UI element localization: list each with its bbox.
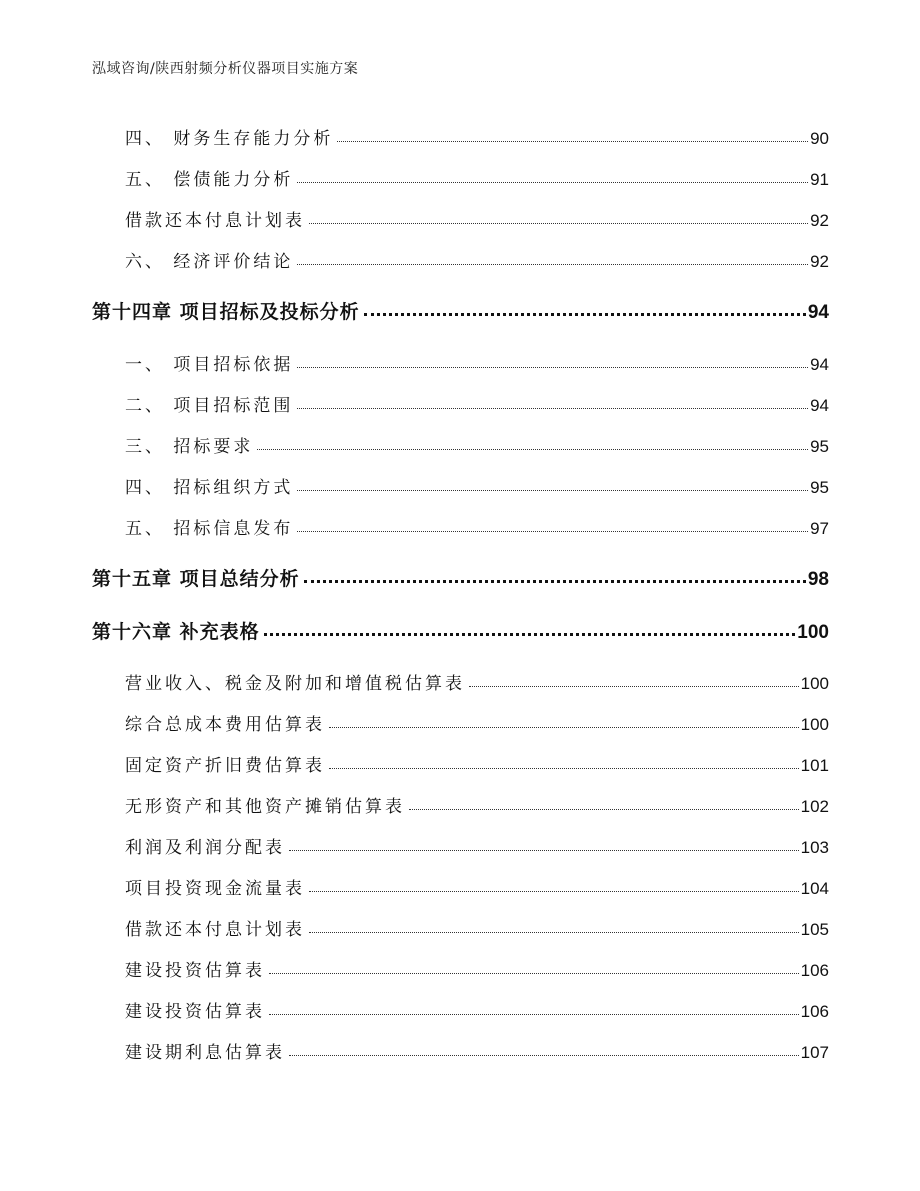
toc-entry-page-number: 98 <box>807 569 829 590</box>
toc-entry-label: 利润及利润分配表 <box>125 838 285 858</box>
toc-entry-label: 借款还本付息计划表 <box>125 920 305 940</box>
toc-entry-label: 二、 项目招标范围 <box>125 396 294 416</box>
toc-entry-page-number: 100 <box>800 715 829 734</box>
toc-entry-page-number: 92 <box>810 211 829 230</box>
toc-entry-label: 建设期利息估算表 <box>125 1043 285 1063</box>
toc-entry-page-number: 101 <box>800 756 829 775</box>
toc-entry[interactable] <box>0 710 920 735</box>
toc-entry-page-number: 95 <box>810 478 829 497</box>
toc-entry-page-number: 94 <box>810 355 829 374</box>
dot-leader <box>364 299 806 318</box>
toc-entry-label: 借款还本付息计划表 <box>125 211 305 231</box>
toc-entry-label: 三、 招标要求 <box>125 437 254 457</box>
toc-entry-page-number: 102 <box>800 797 829 816</box>
toc-chapter-entry[interactable] <box>0 564 920 591</box>
toc-entry[interactable] <box>0 751 920 776</box>
toc-entry-label: 营业收入、税金及附加和增值税估算表 <box>125 674 465 694</box>
toc-entry[interactable] <box>0 473 920 498</box>
toc-entry-label: 四、 财务生存能力分析 <box>125 129 334 149</box>
toc-entry-label: 综合总成本费用估算表 <box>125 715 325 735</box>
toc-entry-page-number: 94 <box>807 302 829 323</box>
toc-entry[interactable] <box>0 1038 920 1063</box>
toc-entry-page-number: 94 <box>810 396 829 415</box>
toc-entry[interactable] <box>0 514 920 539</box>
dot-leader <box>309 877 799 894</box>
toc-entry-label: 四、 招标组织方式 <box>125 478 294 498</box>
toc-entry-label: 无形资产和其他资产摊销估算表 <box>125 797 405 817</box>
toc-entry[interactable] <box>0 669 920 694</box>
toc-entry-label: 第十五章 项目总结分析 <box>92 568 300 590</box>
toc-entry-label: 固定资产折旧费估算表 <box>125 756 325 776</box>
dot-leader <box>297 353 808 370</box>
toc-entry-page-number: 105 <box>800 920 829 939</box>
toc-chapter-entry[interactable] <box>0 297 920 324</box>
toc-entry[interactable] <box>0 350 920 375</box>
toc-entry[interactable] <box>0 206 920 231</box>
dot-leader <box>297 394 808 411</box>
toc-entry-page-number: 100 <box>797 622 829 643</box>
toc-entry[interactable] <box>0 247 920 272</box>
toc-entry-label: 五、 偿债能力分析 <box>125 170 294 190</box>
dot-leader <box>264 619 796 638</box>
toc-entry-page-number: 90 <box>810 129 829 148</box>
toc-chapter-entry[interactable] <box>0 617 920 644</box>
toc-entry[interactable] <box>0 833 920 858</box>
toc-entry-page-number: 106 <box>800 1002 829 1021</box>
toc-entry[interactable] <box>0 124 920 149</box>
toc-entry-page-number: 106 <box>800 961 829 980</box>
dot-leader <box>329 713 799 730</box>
toc-entry[interactable] <box>0 792 920 817</box>
toc-entry[interactable] <box>0 165 920 190</box>
toc-entry[interactable] <box>0 956 920 981</box>
toc-entry-page-number: 103 <box>800 838 829 857</box>
dot-leader <box>289 1041 799 1058</box>
dot-leader <box>337 127 808 144</box>
dot-leader <box>297 168 808 185</box>
toc-entry-page-number: 95 <box>810 437 829 456</box>
toc-entry-label: 建设投资估算表 <box>125 1002 265 1022</box>
toc-entry-page-number: 92 <box>810 252 829 271</box>
toc-entry[interactable] <box>0 915 920 940</box>
page-header: 泓域咨询/陕西射频分析仪器项目实施方案 <box>92 61 359 77</box>
toc-entry-page-number: 107 <box>800 1043 829 1062</box>
toc-entry[interactable] <box>0 874 920 899</box>
toc-entry[interactable] <box>0 432 920 457</box>
toc-entry-label: 六、 经济评价结论 <box>125 252 294 272</box>
dot-leader <box>329 754 799 771</box>
dot-leader <box>309 209 808 226</box>
toc-entry-label: 项目投资现金流量表 <box>125 879 305 899</box>
dot-leader <box>304 566 806 585</box>
dot-leader <box>269 1000 799 1017</box>
dot-leader <box>309 918 799 935</box>
dot-leader <box>409 795 799 812</box>
toc-entry-page-number: 97 <box>810 519 829 538</box>
toc-entry[interactable] <box>0 391 920 416</box>
toc-entry-label: 一、 项目招标依据 <box>125 355 294 375</box>
dot-leader <box>297 250 808 267</box>
toc-entry-label: 第十六章 补充表格 <box>92 621 260 643</box>
dot-leader <box>289 836 799 853</box>
dot-leader <box>297 476 808 493</box>
toc-entry-page-number: 91 <box>810 170 829 189</box>
toc-entry-label: 五、 招标信息发布 <box>125 519 294 539</box>
toc-entry-label: 第十四章 项目招标及投标分析 <box>92 301 360 323</box>
dot-leader <box>269 959 799 976</box>
toc-entry-page-number: 100 <box>800 674 829 693</box>
dot-leader <box>297 517 808 534</box>
toc-entry-label: 建设投资估算表 <box>125 961 265 981</box>
toc-entry[interactable] <box>0 997 920 1022</box>
toc-entry-page-number: 104 <box>800 879 829 898</box>
dot-leader <box>257 435 808 452</box>
dot-leader <box>469 672 799 689</box>
